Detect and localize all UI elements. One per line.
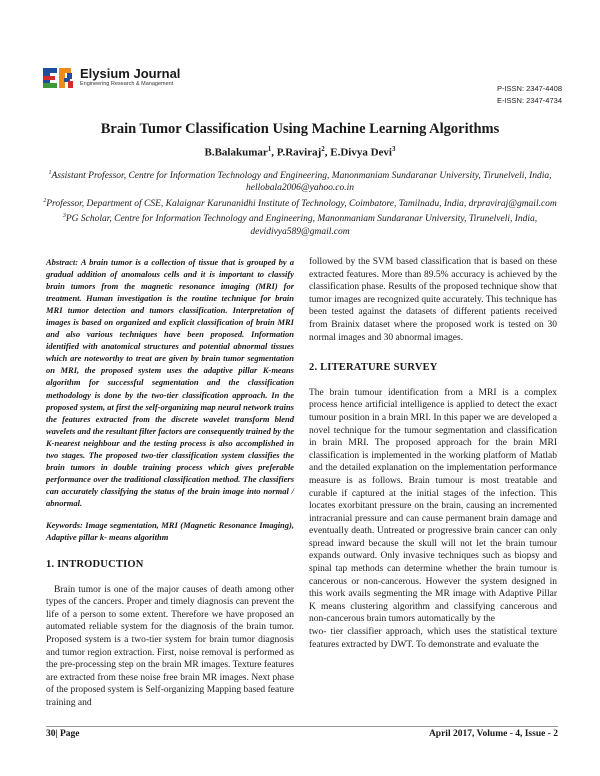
footer-rule <box>46 726 558 727</box>
author-sup: 3 <box>392 145 396 153</box>
right-column <box>309 256 557 651</box>
e-issn: E-ISSN: 2347-4734 <box>496 96 562 105</box>
journal-logo-icon <box>42 64 76 92</box>
affiliation-text: Professor, Department of CSE, Kalaignar Karunanidhi Institute of Technology, Coimbatore, Tamilnadu, India, drpraviraj@gmail.com <box>46 198 557 209</box>
affiliations <box>40 167 560 238</box>
affiliation-sup: 2 <box>43 197 47 204</box>
journal-tagline: Engineering Research & Management <box>80 81 174 87</box>
issue-info: April 2017, Volume - 4, Issue - 2 <box>428 729 558 739</box>
journal-name: Elysium Journal <box>80 66 181 81</box>
literature-survey-text-cont: two- tier classifier approach, which uses the statistical texture features extracted by DWT. To demonstrate and evaluate the <box>309 627 557 650</box>
section-heading-introduction: 1. INTRODUCTION <box>46 559 144 571</box>
author-list: B.Balakumar$^1$, P.Raviraj$^2$, E.Divya Devi$^3$ <box>204 145 396 159</box>
keywords: Keywords: Image segmentation, MRI (Magnetic Resonance Imaging), Adaptive pillar k- means algorithm <box>46 519 294 543</box>
abstract: Abstract: A brain tumor is a collection of tissue that is grouped by a gradual addition of anomalous cells and it is important to classify brain tumors from the magnetic resonance imaging (MRI) for treatment. Human investigation is the routine technique for brain MRI tumor detection and tumors classification. Interpretation of images is based on organized and explicit classification of brain MRI and also various techniques have been proposed. Information identified with anatomical structures and potential abnormal tissues which are noteworthy to treat are given by brain tumor segmentation on MRI, the proposed system uses the adaptive pillar K-means algorithm for successful segmentation and the classification methodology is done by the two-tier classification approach. In the proposed system, at first the self-organizing map neural network trains the features extracted from the discrete wavelet transform blend wavelets and the resultant filter factors are consequently trained by the K-nearest neighbour and the testing process is also accomplished in two stages. The proposed two-tier classification system classifies the brain tumors in double training process which gives preferable performance over the traditional classification method. The classifiers can accurately classifying the status of the brain image into normal / abnormal. <box>46 257 294 508</box>
left-column <box>46 256 294 710</box>
introduction-text: Brain tumor is one of the major causes of death among other types of the cancers. Proper and timely diagnosis can prevent the life of a person to some extent. Therefore we have proposed an automated reliable system for the diagnosis of the brain tumor. Proposed system is a two-tier system for brain tumor diagnosis and tumor region extraction. First, noise removal is performed as the pre-processing step on the brain MR images. Texture features are extracted from these noise free brain MR images. Next phase of the proposed system is Self-organizing Mapping based feature training and <box>46 584 294 709</box>
affiliation-3 <box>40 210 560 238</box>
issn-block <box>497 83 562 107</box>
author-name: E.Divya Devi <box>330 146 392 159</box>
author-sup: 1 <box>267 145 272 153</box>
affiliation-1 <box>40 167 560 195</box>
p-issn: P-ISSN: 2347-4408 <box>496 84 562 93</box>
introduction-continuation: followed by the SVM based classification that is based on these extracted features. More than 89.5% accuracy is achieved by the classification phase. Results of the proposed technique show that tumor images are recognized quite accurately. This technique has been tested against the datasets of different patients received from Brainix dataset where the proposed work is tested on 30 normal images and 30 abnormal images. <box>309 257 557 343</box>
journal-logo <box>42 64 192 92</box>
affiliation-2 <box>40 195 560 210</box>
affiliation-text: PG Scholar, Centre for Information Technology and Engineering, Manonmaniam Sundaranar University, Tirunelveli, India, devidivya589@gmail.com <box>65 214 538 237</box>
literature-survey-text: The brain tumour identification from a MRI is a complex process hence artificial intelligence is applied to detect the exact tumour position in a brain MRI. In this paper we are developed a novel technique for the tumour segmentation and classification in brain MRI. The proposed approach for the brain MRI classification is implemented in the working platform of Matlab and the detailed explanation on the implementation performance measure is as follows. Brain tumour is most treatable and curable if captured at the initial stages of the infection. This locates exorbitant pressure on the brain, causing an incremented intracranial pressure and can cause permanent brain damage and eventually death. Untreated or progressive brain cancer can only spread inward because the skull will not let the brain tumour expands outward. Only invasive techniques such as biopsy and spinal tap methods can determine whether the brain tumour is cancerous or non-cancerous. However the system designed in this work avails segmenting the MR image with Adaptive Pillar K means clustering algorithm and classifying cancerous and non-cancerous brain tumors automatically by the <box>309 387 557 625</box>
affiliation-text: Assistant Professor, Centre for Information Technology and Engineering, Manonmaniam Sundaranar University, Tirunelveli, India, hellobala2006@yahoo.co.in <box>51 171 552 194</box>
paper-title: Brain Tumor Classification Using Machine Learning Algorithms <box>100 121 500 137</box>
author-name: P.Raviraj <box>276 146 322 159</box>
page-footer <box>46 729 558 743</box>
section-heading-literature-survey: 2. LITERATURE SURVEY <box>309 362 438 374</box>
author-sup: 2 <box>321 145 325 153</box>
page-number: 30| Page <box>46 729 80 739</box>
author-name: B.Balakumar <box>204 146 268 159</box>
affiliation-sup: 1 <box>48 170 52 176</box>
affiliation-sup: 3 <box>62 213 66 220</box>
